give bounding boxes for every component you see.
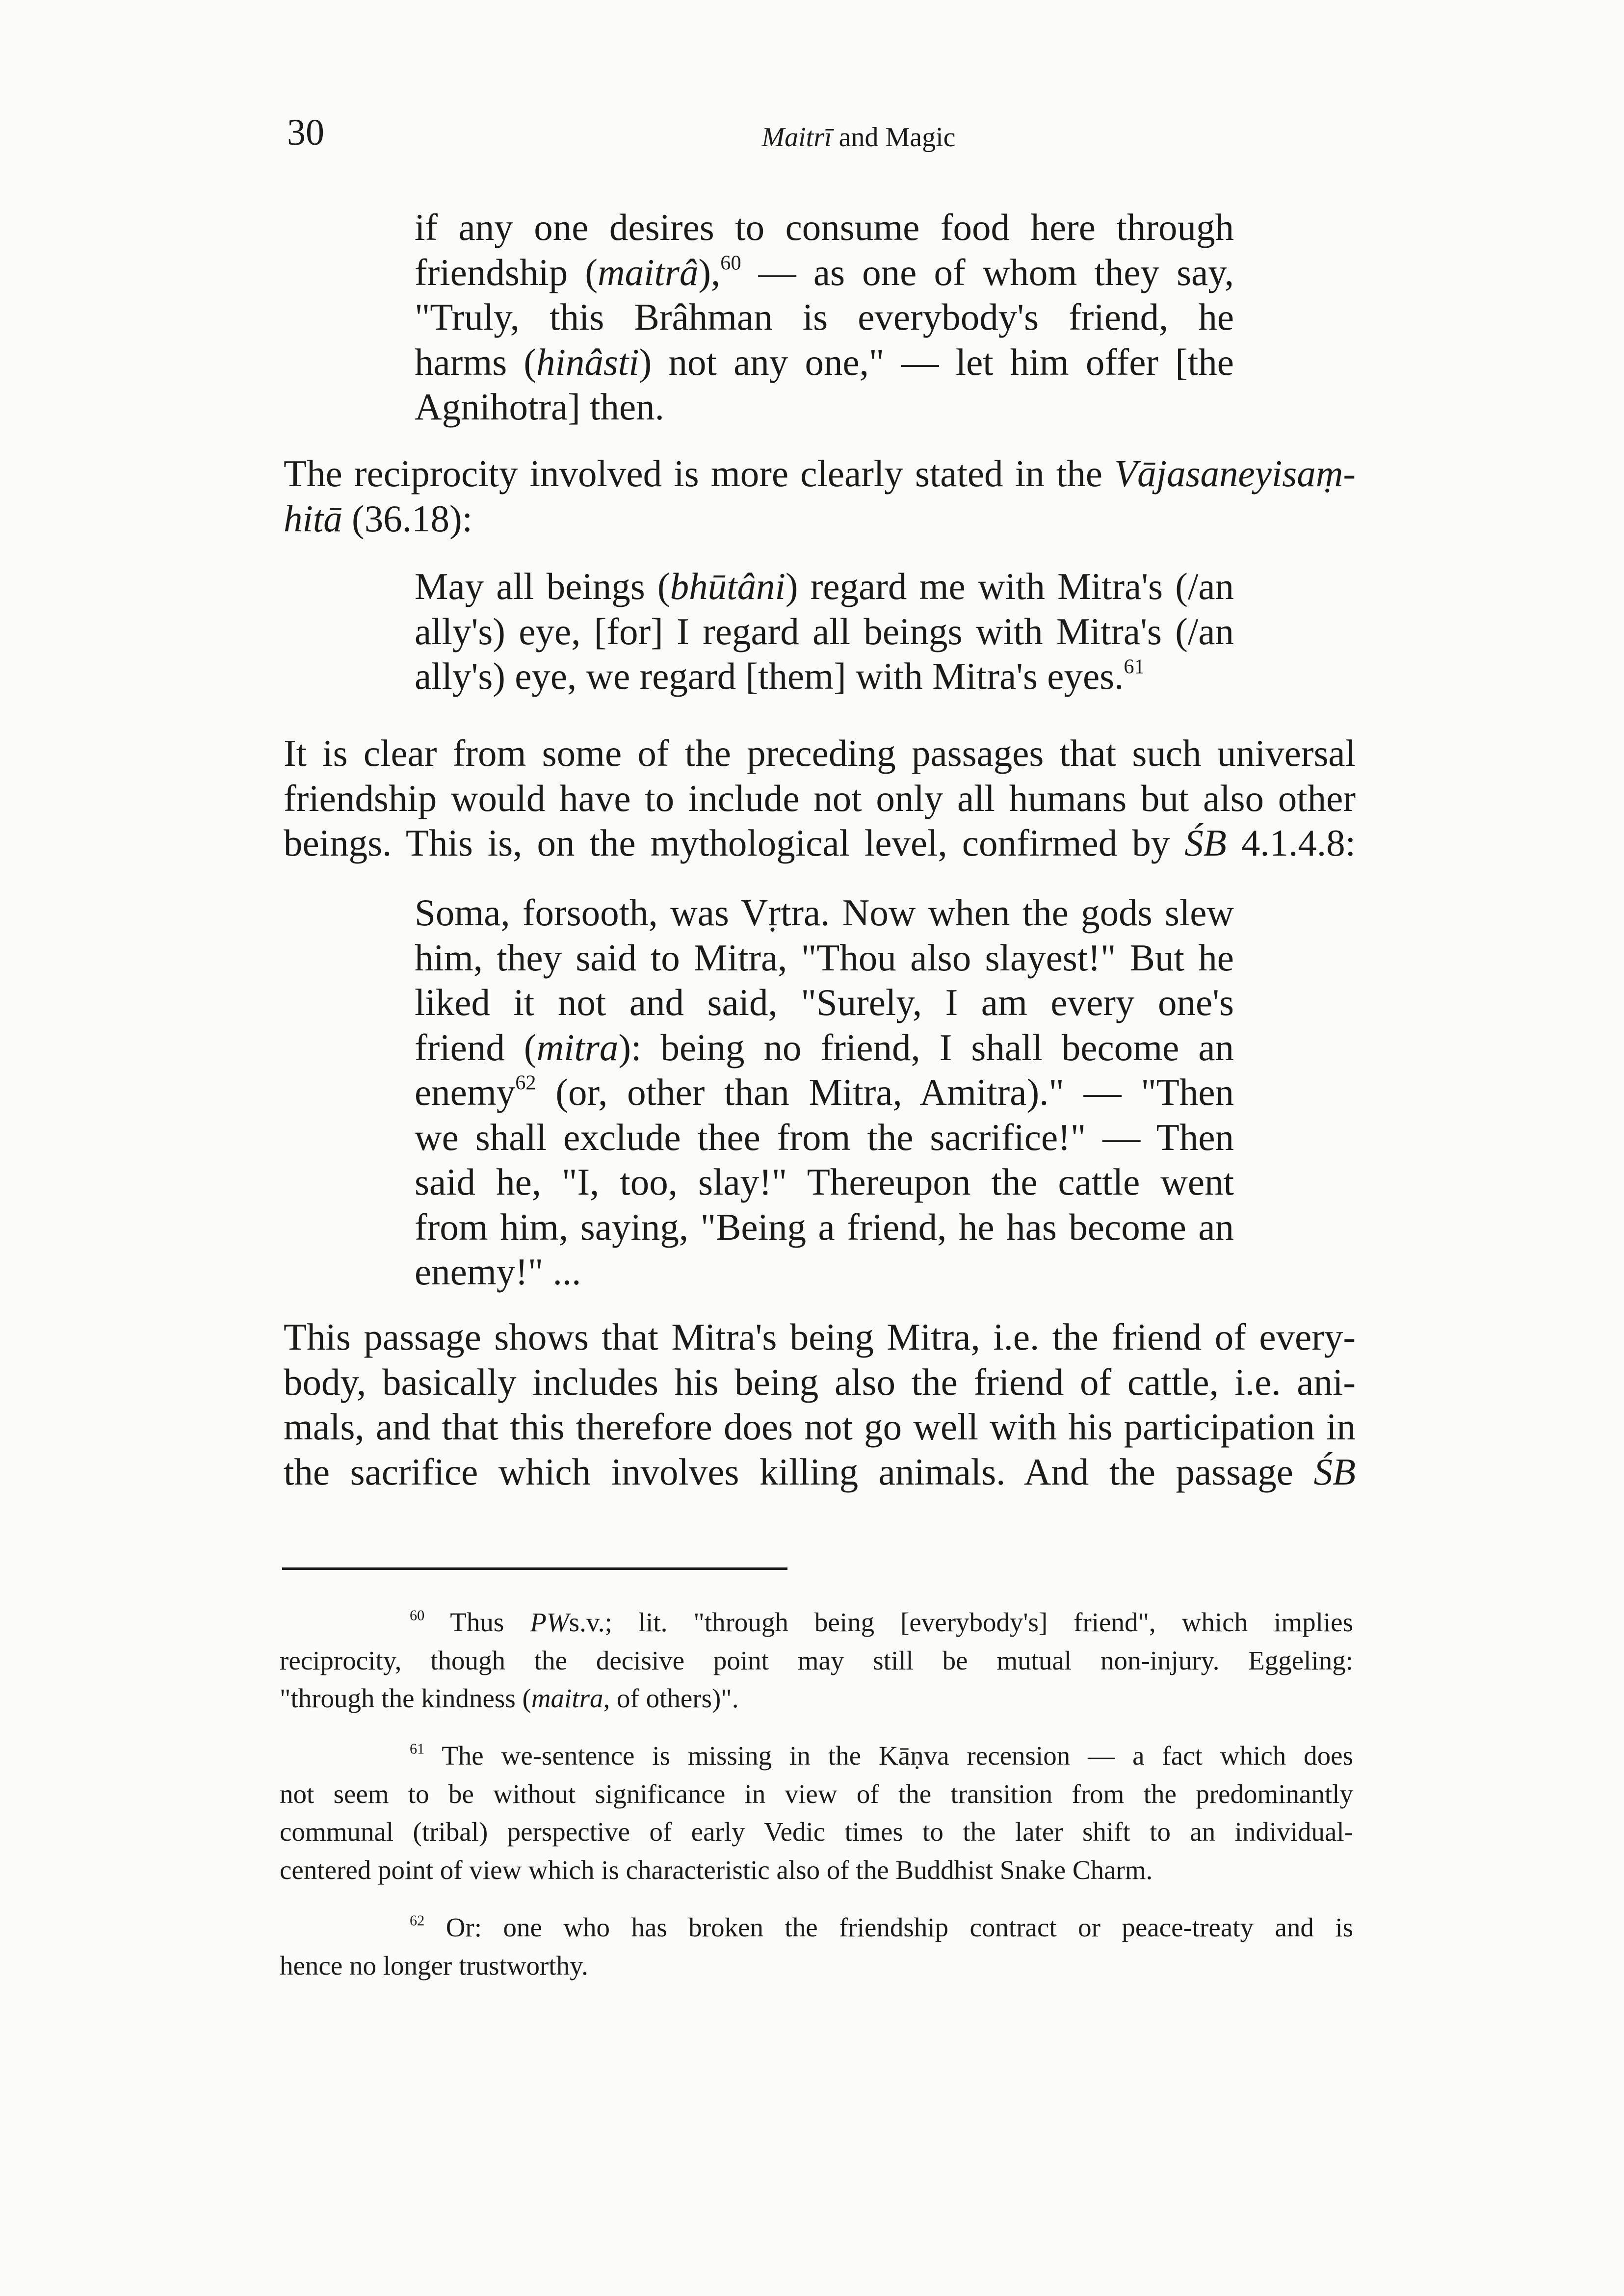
footnote-line [280,1603,1353,1642]
block-quote-1 [415,205,1234,430]
text: — as one of whom they say, [741,251,1234,293]
text: Soma, forsooth, was Vṛtra. Now when the gods slew [415,891,1234,934]
para-line [284,1360,1356,1405]
para-line [284,731,1356,776]
quote-line [415,654,1234,699]
footnote-line [280,1851,1353,1889]
para-line [284,451,1356,496]
italic-abbrev: ŚB [1184,822,1227,864]
text: Thus [424,1607,530,1637]
footnote-line [280,1679,1353,1718]
text: him, they said to Mitra, "Thou also slayest!" But he [415,936,1234,979]
text: "Truly, this Brâhman is everybody's friend, he [415,296,1234,338]
text: ) not any one," — let him offer [the [639,340,1234,383]
text: centered point of view which is characteristic also of the Buddhist Snake Charm. [280,1854,1153,1885]
italic-term: hinâsti [536,340,639,383]
text: May all beings ( [415,565,670,607]
footnote-line [280,1737,1353,1775]
text: ally's) eye, [for] I regard all beings with Mitra's (/an [415,610,1234,652]
quote-line [415,250,1234,295]
text: not seem to be without significance in view of the transition from the predominantly [280,1778,1353,1809]
body-paragraph-1 [284,451,1356,541]
text: ally's) eye, we regard [them] with Mitra's eyes. [415,655,1124,697]
footnote-number: 60 [410,1607,425,1624]
text: 4.1.4.8: [1226,822,1356,864]
quote-line [415,1160,1234,1205]
quote-line [415,1070,1234,1115]
footnote-line [280,1642,1353,1680]
footnote-line [280,1813,1353,1851]
quote-line [415,980,1234,1025]
text: said he, "I, too, slay!" Thereupon the cattle went [415,1161,1234,1203]
text: The we-sentence is missing in the Kāṇva recension — a fact which does [424,1741,1353,1771]
text: Or: one who has broken the friendship contract or peace-treaty and is [424,1912,1353,1942]
quote-line [415,1115,1234,1160]
quote-line [415,340,1234,385]
text: , of others)". [603,1683,739,1713]
text: the sacrifice which involves killing animals. And the passage [284,1450,1314,1493]
text: "through the kindness ( [280,1683,531,1713]
text: from him, saying, "Being a friend, he has become an [415,1205,1234,1248]
text: reciprocity, though the decisive point may still be mutual non-injury. Eggeling: [280,1645,1353,1675]
text: body, basically includes his being also the friend of cattle, i.e. ani- [284,1360,1356,1403]
italic-title: hitā [284,497,342,540]
text: communal (tribal) perspective of early Vedic times to the later shift to an individual- [280,1817,1353,1847]
italic-term: mitra [536,1026,619,1069]
italic-term: maitrâ [598,251,699,293]
text: s.v.; lit. "through being [everybody's] friend", which implies [569,1607,1354,1637]
body-paragraph-3 [284,1315,1356,1494]
text: friend ( [415,1026,537,1069]
quote-line [415,1025,1234,1070]
text: ), [698,251,721,293]
quote-line [415,1205,1234,1250]
quote-line [415,385,1234,430]
footnote-60 [280,1603,1353,1718]
text: if any one desires to consume food here through [415,206,1234,248]
para-line [284,1315,1356,1360]
footnote-ref[interactable]: 60 [720,251,741,274]
text: ) regard me with Mitra's (/an [785,565,1234,607]
para-line [284,1450,1356,1495]
text: mals, and that this therefore does not go well with his participation in [284,1406,1356,1448]
running-head [579,124,1138,151]
text: hence no longer trustworthy. [280,1950,588,1981]
footnote-divider [282,1567,787,1570]
footnote-ref[interactable]: 61 [1124,655,1145,678]
quote-line [415,609,1234,654]
running-head-rest: and Magic [832,122,956,153]
text: liked it not and said, "Surely, I am every one's [415,981,1234,1023]
text: This passage shows that Mitra's being Mitra, i.e. the friend of every- [284,1316,1356,1358]
para-line [284,496,1356,542]
italic-abbrev: PW [530,1607,569,1637]
text: The reciprocity involved is more clearly stated in the [284,452,1115,495]
body-paragraph-2 [284,731,1356,866]
text: friendship ( [415,251,598,293]
quote-line [415,564,1234,609]
para-line [284,776,1356,821]
text: enemy!" ... [415,1251,581,1293]
para-line [284,1405,1356,1450]
text: harms ( [415,340,537,383]
italic-term: bhūtâni [670,565,786,607]
quote-line [415,1250,1234,1295]
text: Agnihotra] then. [415,386,664,428]
footnote-61 [280,1737,1353,1889]
text: we shall exclude thee from the sacrifice!" — Then [415,1116,1234,1158]
quote-line [415,205,1234,250]
footnote-line [280,1947,1353,1985]
text: ): being no friend, I shall become an [618,1026,1234,1069]
quote-line [415,936,1234,981]
text: It is clear from some of the preceding passages that such universal [284,732,1356,774]
text: (or, other than Mitra, Amitra)." — "Then [536,1071,1234,1113]
footnote-ref[interactable]: 62 [515,1071,536,1095]
footnote-number: 62 [410,1912,425,1929]
footnote-line [280,1775,1353,1813]
footnote-62 [280,1908,1353,1984]
text: (36.18): [342,497,472,540]
footnote-number: 61 [410,1740,425,1757]
para-line [284,821,1356,866]
footnote-line [280,1908,1353,1947]
quote-line [415,295,1234,340]
quote-line [415,890,1234,936]
text: enemy [415,1071,516,1113]
italic-title: Vājasaneyisaṃ- [1114,452,1356,495]
text: beings. This is, on the mythological level, confirmed by [284,822,1185,864]
page-number: 30 [287,112,324,153]
block-quote-2 [415,564,1234,699]
italic-abbrev: ŚB [1313,1450,1356,1493]
block-quote-3 [415,890,1234,1295]
italic-term: maitra [531,1683,603,1713]
running-head-italic: Maitrī [761,122,832,153]
text: friendship would have to include not only all humans but also other [284,777,1356,819]
